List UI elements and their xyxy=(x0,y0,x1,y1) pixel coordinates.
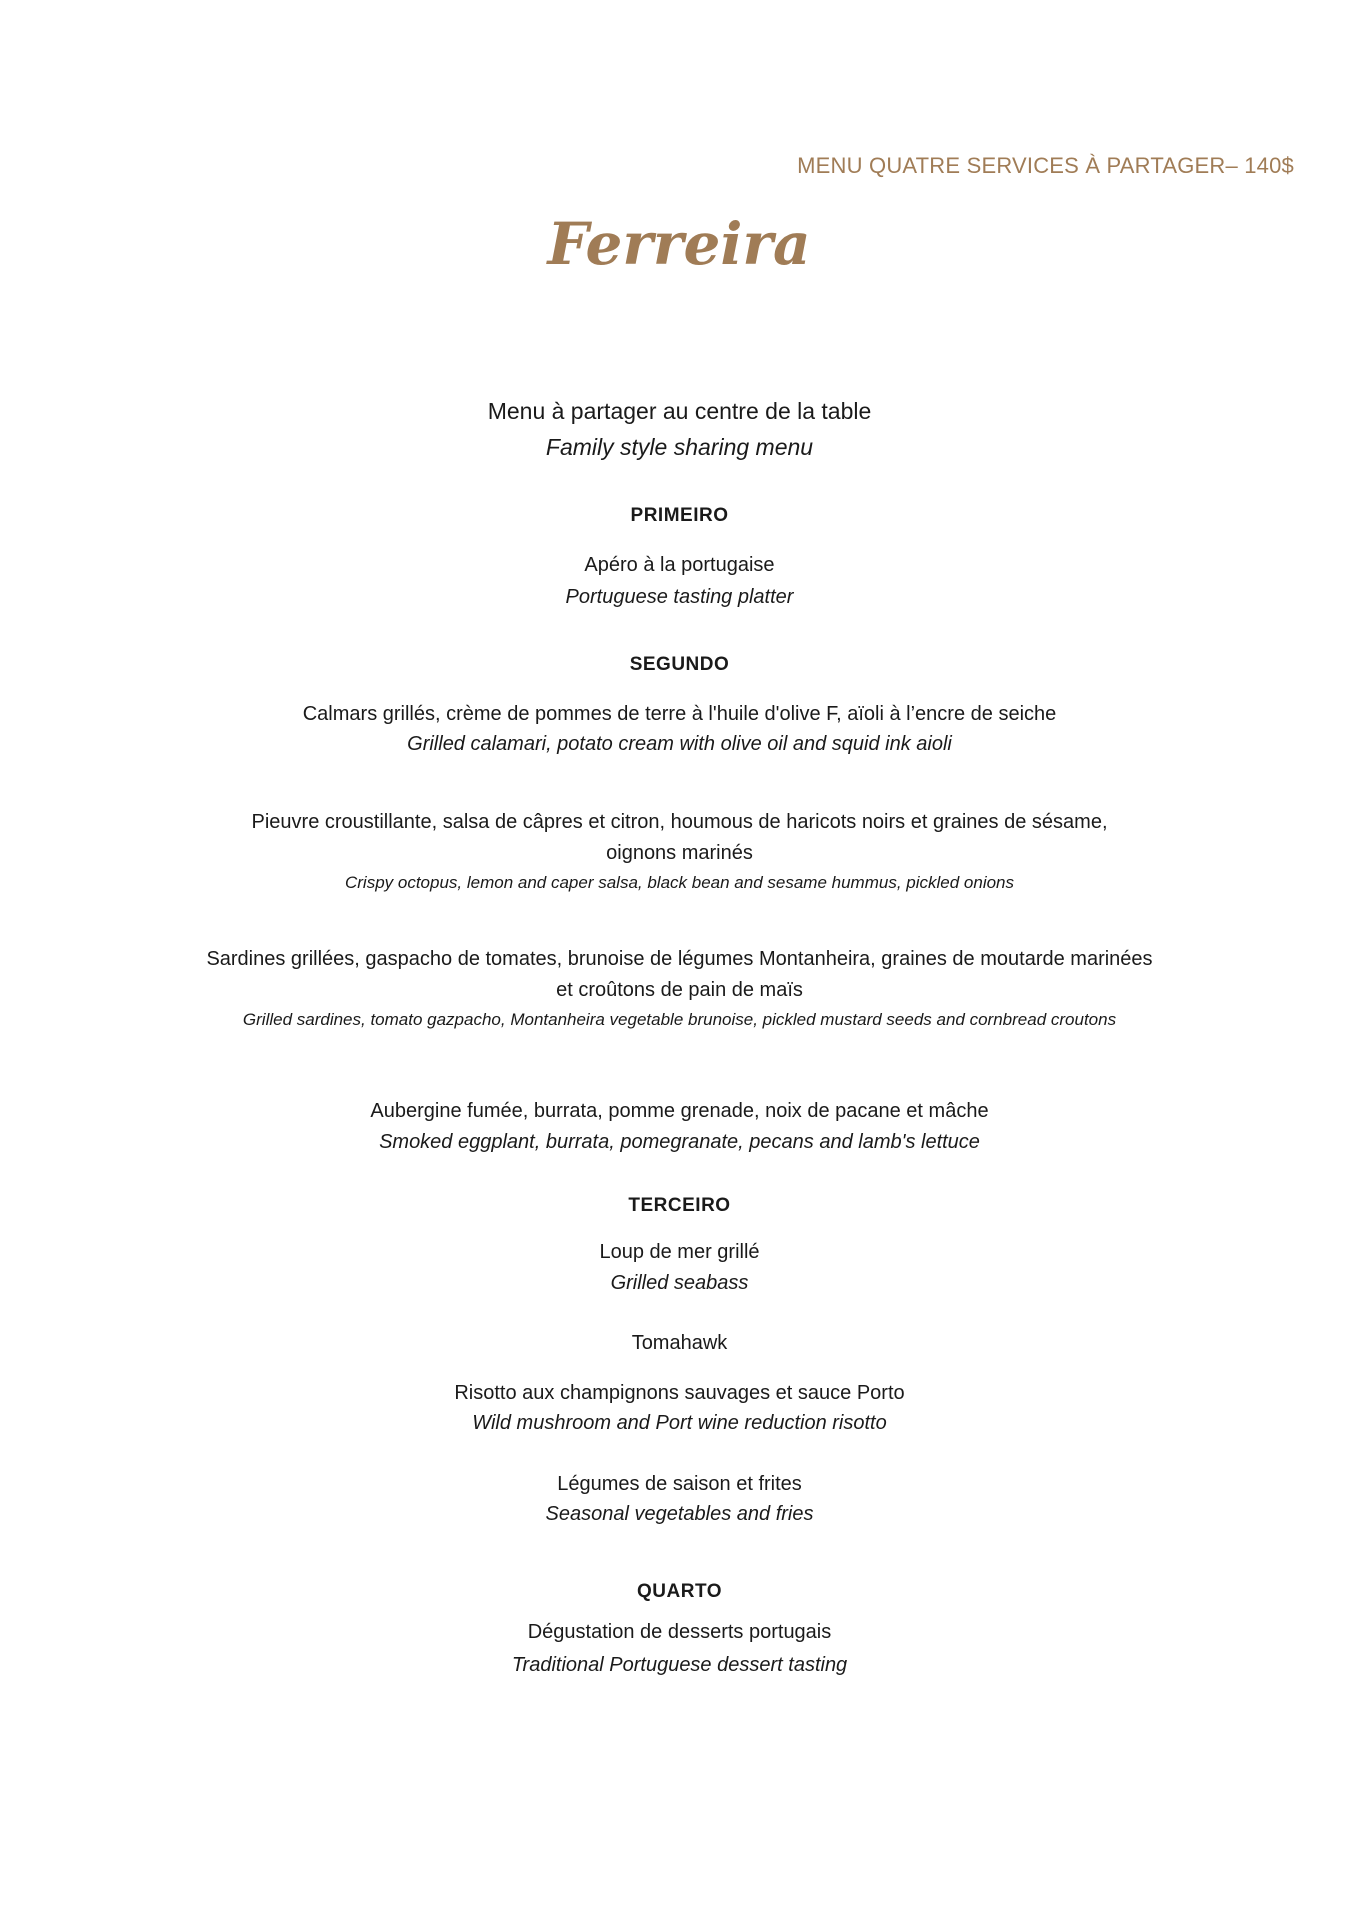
dish-french: Risotto aux champignons sauvages et sauce Porto xyxy=(454,1382,905,1404)
section-title-quarto: QUARTO xyxy=(637,1581,722,1602)
dish-english: Smoked eggplant, burrata, pomegranate, pecans and lamb's lettuce xyxy=(379,1131,980,1153)
section-title-primeiro: PRIMEIRO xyxy=(630,505,729,526)
dish-english: Grilled sardines, tomato gazpacho, Montanheira vegetable brunoise, pickled mustard seeds and cornbread croutons xyxy=(242,1010,1117,1029)
dish-french: Calmars grillés, crème de pommes de terre à l'huile d'olive F, aïoli à l’encre de seiche xyxy=(302,703,1057,725)
ferreira-logo xyxy=(547,202,811,292)
dish-french: Tomahawk xyxy=(631,1332,728,1354)
dish-french: Pieuvre croustillante, salsa de câpres et citron, houmous de haricots noirs et graines de sésame, xyxy=(251,811,1108,833)
dish-english: Grilled seabass xyxy=(610,1272,749,1294)
dish-french: Sardines grillées, gaspacho de tomates, brunoise de légumes Montanheira, graines de moutarde marinées xyxy=(206,948,1153,970)
dish-english: Wild mushroom and Port wine reduction risotto xyxy=(472,1412,887,1434)
section-title-terceiro: TERCEIRO xyxy=(628,1195,731,1216)
dish-french: Dégustation de desserts portugais xyxy=(527,1621,832,1643)
dish-french: Loup de mer grillé xyxy=(599,1241,760,1263)
intro-english: Family style sharing menu xyxy=(545,434,814,460)
dish-french: Apéro à la portugaise xyxy=(584,554,775,576)
dish-french: Aubergine fumée, burrata, pomme grenade, noix de pacane et mâche xyxy=(370,1100,989,1122)
svg-text:Ferreira: Ferreira xyxy=(547,210,811,278)
dish-french-continued: et croûtons de pain de maïs xyxy=(556,979,803,1001)
dish-english: Traditional Portuguese dessert tasting xyxy=(511,1654,848,1676)
dish-french: Légumes de saison et frites xyxy=(557,1473,802,1495)
dish-english: Grilled calamari, potato cream with olive oil and squid ink aioli xyxy=(407,733,952,755)
dish-english: Crispy octopus, lemon and caper salsa, black bean and sesame hummus, pickled onions xyxy=(344,873,1015,892)
dish-english: Seasonal vegetables and fries xyxy=(545,1503,814,1525)
intro-french: Menu à partager au centre de la table xyxy=(487,398,872,424)
dish-english: Portuguese tasting platter xyxy=(565,586,794,608)
dish-french-continued: oignons marinés xyxy=(606,842,753,864)
menu-price-line: MENU QUATRE SERVICES À PARTAGER– 140$ xyxy=(797,153,1294,178)
section-title-segundo: SEGUNDO xyxy=(629,654,730,675)
